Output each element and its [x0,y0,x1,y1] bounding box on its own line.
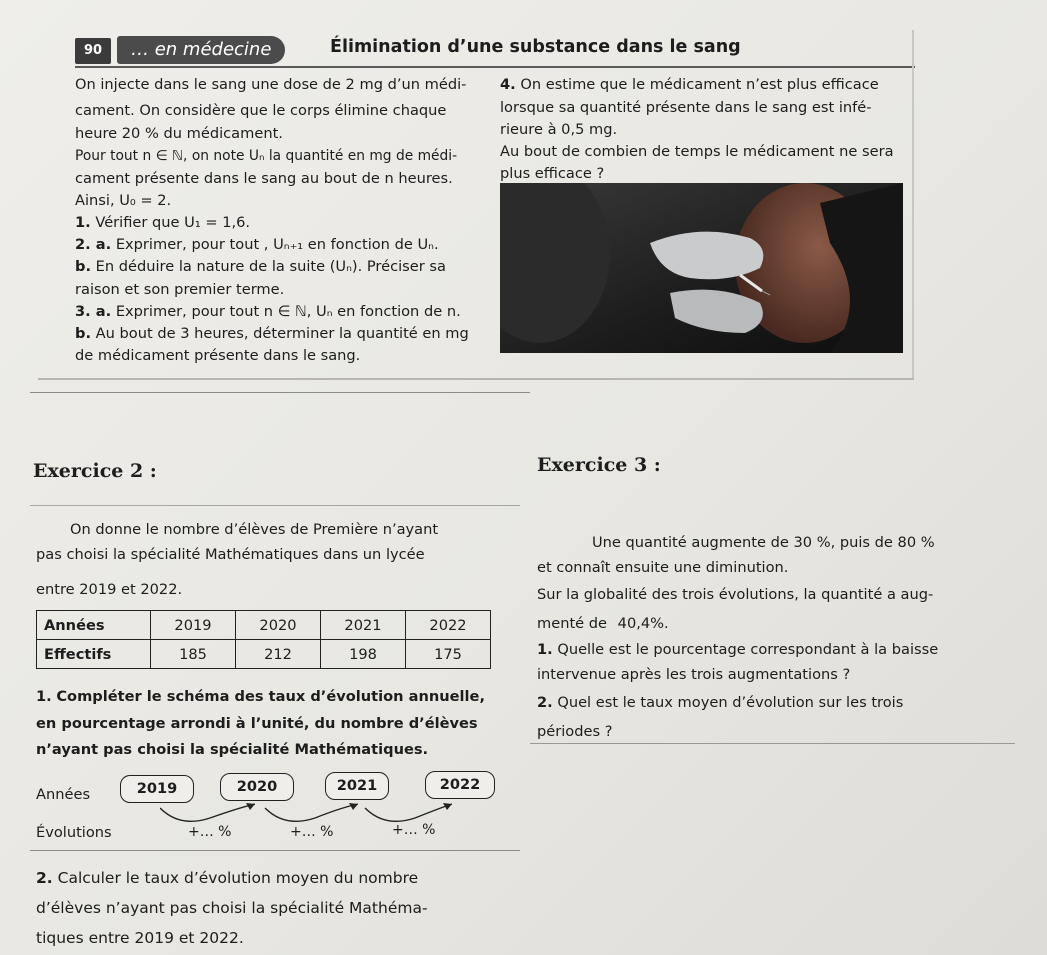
schema-rate-placeholder: +… % [392,822,436,838]
question-number: b. [75,325,91,342]
question-text: Exprimer, pour tout , Uₙ₊₁ en fonction de Uₙ. [115,236,439,253]
table-cell-count: 212 [236,640,321,669]
statement-line: heure 20 % du médicament. [75,125,283,142]
schema-arrow [160,804,255,821]
exercise3-intro-line: Une quantité augmente de 30 %, puis de 80 % [592,534,935,551]
exercise3-total-increase: 40,4%. [617,615,669,632]
statement-line: On injecte dans le sang une dose de 2 mg d’un médi- [75,76,467,93]
schema-rate-placeholder: +… % [290,824,334,840]
exercise2-intro-line: pas choisi la spécialité Mathématiques dans un lycée [36,546,425,563]
exercise2-question-2 [36,868,418,888]
question-4-line [500,75,879,95]
statement-line: Pour tout n ∈ ℕ, on note Uₙ la quantité en mg de médi- [75,148,458,164]
exercise2-question-1-line: n’ayant pas choisi la spécialité Mathématiques. [36,741,429,758]
table-cell-year: 2020 [236,611,321,640]
question-number: 2. a. [75,236,112,253]
question-text: Vérifier que U₁ = 1,6. [95,214,251,231]
exercise2-rule [30,505,520,506]
schema-year-box: 2021 [325,772,389,800]
box-border-bottom [38,378,914,380]
exercise3-intro-line: et connaît ensuite une diminution. [537,559,789,576]
question-2b [75,257,446,277]
question-1 [75,213,250,233]
question-number: 1. [537,641,553,658]
question-3b [75,324,469,344]
exercise3-heading: Exercice 3 : [537,454,661,476]
table-cell-count: 198 [321,640,406,669]
schema-rate-placeholder: +… % [188,824,232,840]
question-4-line: rieure à 0,5 mg. [500,121,618,138]
question-text: Quel est le taux moyen d’évolution sur les trois [557,694,904,711]
schema-years-label: Années [36,786,91,803]
injection-photo [500,183,903,353]
schema-evolutions-label: Évolutions [36,824,112,841]
exercise3-intro-line [537,614,669,634]
question-text: Quelle est le pourcentage correspondant à la baisse [557,641,939,658]
exercise2-bottom-rule [30,850,520,851]
exercise3-intro-text: menté de [537,615,608,632]
exercise2-question-1-line: en pourcentage arrondi à l’unité, du nombre d’élèves [36,715,478,732]
exercise3-bottom-rule [530,743,1015,744]
question-text: En déduire la nature de la suite (Uₙ). Préciser sa [95,258,446,275]
question-number: b. [75,258,91,275]
header-rule [75,66,915,68]
separator-line [30,392,530,393]
question-2a [75,235,439,255]
exercise-title: Élimination d’une substance dans le sang [330,37,741,57]
schema-arrow [265,804,358,821]
question-4-line: plus efficace ? [500,165,605,182]
exercise3-question-1-line: intervenue après les trois augmentations ? [537,666,851,683]
schema-year-box: 2019 [120,775,194,803]
question-text: On estime que le médicament n’est plus efficace [520,76,879,93]
question-3b-continued: de médicament présente dans le sang. [75,347,361,364]
question-4-line: lorsque sa quantité présente dans le sang est infé- [500,99,872,116]
question-text: Exprimer, pour tout n ∈ ℕ, Uₙ en fonction de n. [115,303,461,320]
box-border-right [912,30,914,380]
table-row [37,611,491,640]
question-number: 1. [36,688,52,705]
question-3a [75,302,461,322]
schema-arrow [365,804,452,821]
question-number: 3. a. [75,303,112,320]
question-text: Calculer le taux d’évolution moyen du nombre [57,869,419,887]
exercise-number-badge: 90 [75,38,111,64]
table-cell-year: 2021 [321,611,406,640]
question-number: 4. [500,76,516,93]
exercise3-question-2-line: périodes ? [537,723,613,740]
statement-line: cament. On considère que le corps élimine chaque [75,102,447,119]
table-cell-year: 2022 [406,611,491,640]
injection-photo-illustration [500,183,903,353]
exercise2-intro-line: On donne le nombre d’élèves de Première n’ayant [70,521,439,538]
schema-year-box: 2022 [425,771,495,799]
exercise2-heading: Exercice 2 : [33,460,157,482]
question-number: 2. [537,694,553,711]
table-cell-count: 185 [151,640,236,669]
question-text: Au bout de 3 heures, déterminer la quantité en mg [95,325,469,342]
exercise2-intro-line: entre 2019 et 2022. [36,581,183,598]
exercise3-question-2 [537,693,903,713]
statement-line: Ainsi, U₀ = 2. [75,192,172,209]
schema-year-box: 2020 [220,773,294,801]
exercise2-question-2-line: tiques entre 2019 et 2022. [36,929,244,947]
row-label-years: Années [37,611,151,640]
question-2b-continued: raison et son premier terme. [75,281,285,298]
exercise2-question-1 [36,687,485,707]
question-number: 2. [36,869,53,887]
row-label-counts: Effectifs [37,640,151,669]
table-cell-count: 175 [406,640,491,669]
exercise3-intro-line: Sur la globalité des trois évolutions, la quantité a aug- [537,586,934,603]
enrollment-table [36,610,491,669]
question-4-line: Au bout de combien de temps le médicament ne sera [500,143,894,160]
statement-line: cament présente dans le sang au bout de n heures. [75,170,453,187]
question-number: 1. [75,214,91,231]
exercise3-question-1 [537,640,938,660]
table-row [37,640,491,669]
exercise2-question-2-line: d’élèves n’ayant pas choisi la spécialité Mathéma- [36,899,428,917]
table-cell-year: 2019 [151,611,236,640]
exercise-theme-tag: … en médecine [117,36,285,64]
question-text: Compléter le schéma des taux d’évolution annuelle, [56,688,485,705]
